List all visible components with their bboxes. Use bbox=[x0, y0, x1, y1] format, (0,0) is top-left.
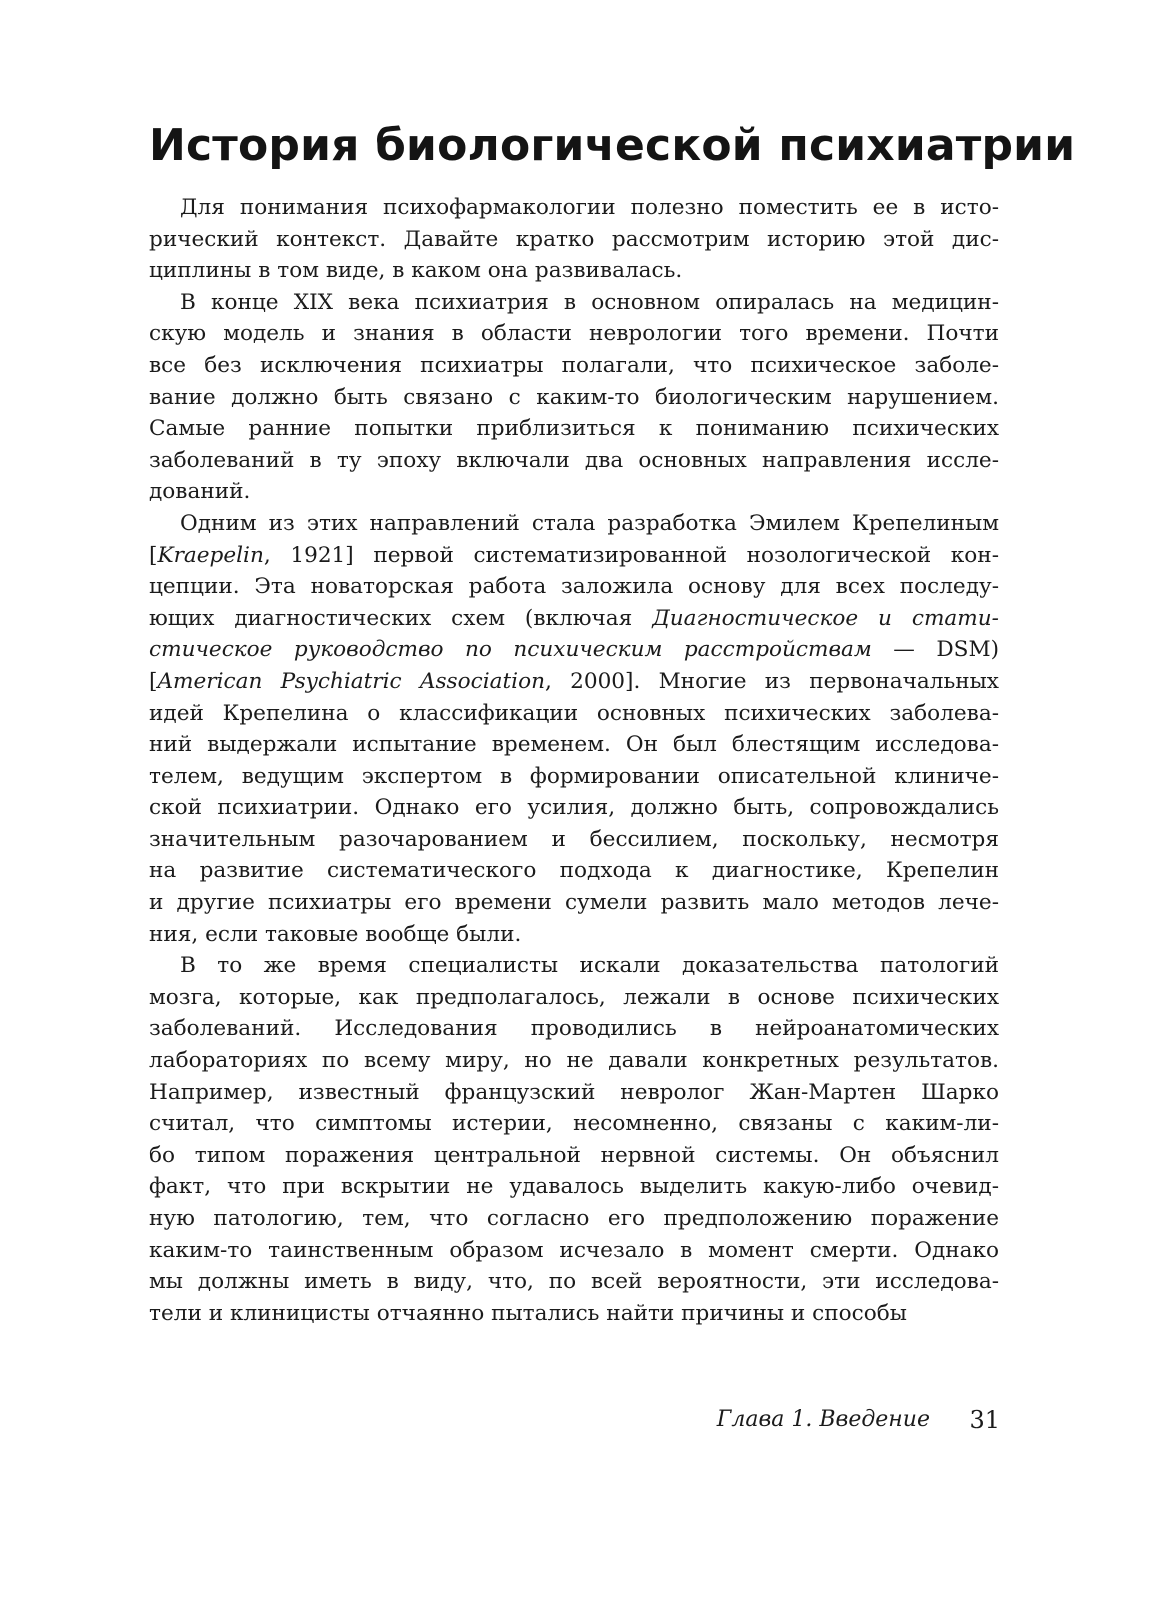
paragraph bbox=[149, 508, 999, 950]
text-line: ской психиатрии. Однако его усилия, должно быть, сопровождались bbox=[149, 795, 999, 821]
text-line: и другие психиатры его времени сумели развить мало методов лече- bbox=[149, 890, 999, 916]
text-line: ний выдержали испытание временем. Он был блестящим исследова- bbox=[149, 732, 999, 758]
text-line: Самые ранние попытки приблизиться к пониманию психических bbox=[149, 416, 999, 442]
text-line: все без исключения психиатры полагали, что психическое заболе- bbox=[149, 352, 999, 378]
text-line: ния, если таковые вообще были. bbox=[149, 921, 522, 947]
text-line: тели и клиницисты отчаянно пытались найти причины и способы bbox=[149, 1300, 907, 1326]
text-line: В то же время специалисты искали доказательства патологий bbox=[180, 953, 999, 979]
text-line: Одним из этих направлений стала разработка Эмилем Крепелиным bbox=[180, 510, 999, 536]
text-line: заболеваний. Исследования проводились в нейроанатомических bbox=[149, 1016, 999, 1042]
text-line: факт, что при вскрытии не удавалось выделить какую-либо очевид- bbox=[149, 1174, 999, 1200]
paragraph bbox=[149, 192, 999, 287]
text-line: заболеваний в ту эпоху включали два основных направления иссле- bbox=[149, 447, 999, 473]
text-line: на развитие систематического подхода к диагностике, Крепелин bbox=[149, 858, 999, 884]
text-line: [American Psychiatric Association, 2000]. Многие из первоначальных bbox=[149, 668, 999, 694]
page-footer bbox=[620, 1400, 1000, 1440]
text-line: дований. bbox=[149, 479, 251, 505]
text-line: циплины в том виде, в каком она развивалась. bbox=[149, 258, 683, 284]
body-text bbox=[149, 192, 999, 1329]
text-line: каким-то таинственным образом исчезало в момент смерти. Однако bbox=[149, 1237, 999, 1263]
text-line: стическое руководство по психическим расстройствам — DSM) bbox=[149, 637, 999, 663]
text-line: Для понимания психофармакологии полезно поместить ее в исто- bbox=[180, 195, 999, 220]
text-line: лабораториях по всему миру, но не давали конкретных результатов. bbox=[149, 1048, 999, 1074]
text-line: скую модель и знания в области неврологии того времени. Почти bbox=[149, 321, 999, 347]
text-line: ющих диагностических схем (включая Диагностическое и стати- bbox=[149, 605, 999, 631]
text-line: ную патологию, тем, что согласно его предположению поражение bbox=[149, 1206, 999, 1231]
text-line: считал, что симптомы истерии, несомненно, связаны с каким-ли- bbox=[149, 1111, 999, 1137]
text-line: вание должно быть связано с каким-то биологическим нарушением. bbox=[149, 384, 999, 410]
text-line: [Kraepelin, 1921] первой систематизированной нозологической кон- bbox=[149, 542, 999, 568]
text-line: В конце XIX века психиатрия в основном опиралась на медицин- bbox=[180, 289, 999, 315]
paragraph bbox=[149, 950, 999, 1329]
running-footer-chapter: Глава 1. Введение bbox=[716, 1407, 930, 1432]
text-line: Например, известный французский невролог Жан-Мартен Шарко bbox=[149, 1079, 999, 1105]
section-heading: История биологической психиатрии bbox=[149, 120, 1076, 171]
paragraph bbox=[149, 287, 999, 508]
text-line: цепции. Эта новаторская работа заложила основу для всех последу- bbox=[149, 574, 999, 600]
page-number: 31 bbox=[969, 1406, 1000, 1434]
text-line: идей Крепелина о классификации основных психических заболева- bbox=[149, 700, 999, 726]
text-line: бо типом поражения центральной нервной системы. Он объяснил bbox=[149, 1142, 999, 1168]
text-line: мозга, которые, как предполагалось, лежали в основе психических bbox=[149, 984, 999, 1010]
text-line: телем, ведущим экспертом в формировании описательной клиниче- bbox=[149, 763, 999, 789]
text-line: значительным разочарованием и бессилием, поскольку, несмотря bbox=[149, 826, 999, 852]
text-line: рический контекст. Давайте кратко рассмотрим историю этой дис- bbox=[149, 226, 999, 252]
text-line: мы должны иметь в виду, что, по всей вероятности, эти исследова- bbox=[149, 1269, 999, 1295]
